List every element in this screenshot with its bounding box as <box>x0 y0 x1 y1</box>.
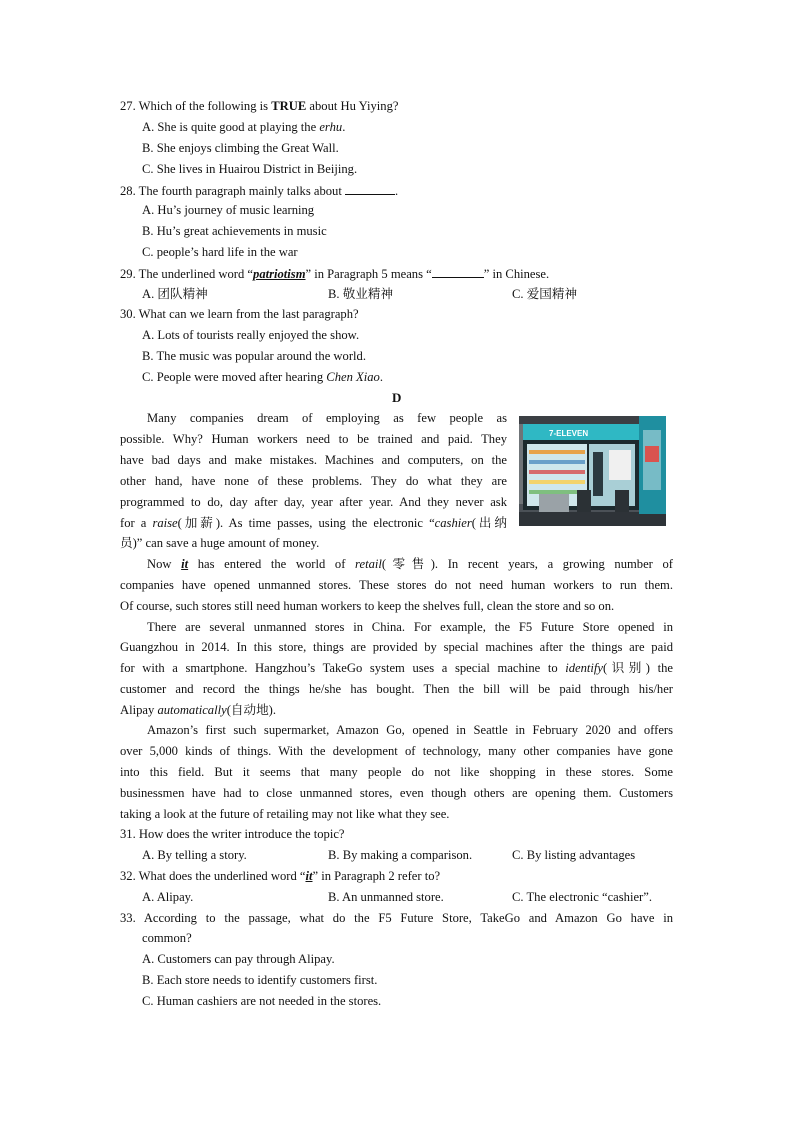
passage-p4-line3: into this field. But it seems that many people do not like shopping in these stores. Some <box>120 765 673 779</box>
q27-option-c[interactable]: C. She lives in Huairou District in Beijing. <box>142 162 358 176</box>
q28-option-b[interactable]: B. Hu’s great achievements in music <box>142 224 327 238</box>
q32-stem: 32. What does the underlined word “it” in Paragraph 2 refer to? <box>120 869 441 883</box>
passage-p1-line4: other hand, have none of these problems. They do what they are <box>120 474 507 488</box>
q31-option-a[interactable]: A. By telling a story. <box>142 848 247 862</box>
passage-p4-line5: taking a look at the future of retailing may not like what they see. <box>120 807 450 821</box>
q31-option-b[interactable]: B. By making a comparison. <box>328 848 473 862</box>
passage-p4-line4: businessmen have had to close unmanned stores, even though others are opening them. Customers <box>120 786 673 800</box>
q29-option-b[interactable]: B. 敬业精神 <box>328 287 394 301</box>
q33-option-c[interactable]: C. Human cashiers are not needed in the stores. <box>142 994 382 1008</box>
passage-p1-line2: possible. Why? Human workers need to be trained and paid. They <box>120 432 507 446</box>
passage-p3-line2: Guangzhou in 2014. In this store, things are provided by special machines after the things are paid <box>120 640 673 654</box>
passage-p3-line3: for with a smartphone. Hangzhou’s TakeGo system uses a special machine to identify(识别) the <box>120 661 673 675</box>
passage-p4-line2: over 5,000 kinds of things. With the development of technology, many other companies have gone <box>120 744 673 758</box>
q29-option-c[interactable]: C. 爱国精神 <box>512 287 578 301</box>
passage-p4-line1: Amazon’s first such supermarket, Amazon Go, opened in Seattle in February 2020 and offers <box>147 723 673 737</box>
q28-stem: 28. The fourth paragraph mainly talks about . <box>120 184 399 198</box>
q32-option-c[interactable]: C. The electronic “cashier”. <box>512 890 652 904</box>
q28-option-c[interactable]: C. people’s hard life in the war <box>142 245 298 259</box>
section-heading: D <box>392 390 402 405</box>
q27-option-a[interactable]: A. She is quite good at playing the erhu. <box>142 120 346 134</box>
passage-p3-line1: There are several unmanned stores in China. For example, the F5 Future Store opened in <box>147 620 673 634</box>
passage-p2-line3: Of course, such stores still need human workers to keep the shelves full, clean the store and so on. <box>120 599 615 613</box>
answer-blank <box>432 265 484 278</box>
store-photo <box>519 416 666 526</box>
q28-option-a[interactable]: A. Hu’s journey of music learning <box>142 203 315 217</box>
q27-option-b[interactable]: B. She enjoys climbing the Great Wall. <box>142 141 339 155</box>
q30-option-b[interactable]: B. The music was popular around the world. <box>142 349 366 363</box>
q33-option-a[interactable]: A. Customers can pay through Alipay. <box>142 952 335 966</box>
q30-stem: 30. What can we learn from the last paragraph? <box>120 307 359 321</box>
q33-stem-line1: 33. According to the passage, what do the F5 Future Store, TakeGo and Amazon Go have in <box>120 911 673 925</box>
passage-p1-line6: for a raise(加薪). As time passes, using the electronic “cashier(出纳 <box>120 516 507 530</box>
passage-p2-line1: Now it has entered the world of retail(零售). In recent years, a growing number of <box>147 557 673 571</box>
q32-option-b[interactable]: B. An unmanned store. <box>328 890 444 904</box>
passage-p1-line3: have bad days and make mistakes. Machines and computers, on the <box>120 453 507 467</box>
passage-p2-line2: companies have opened unmanned stores. These stores do not need human workers to run them. <box>120 578 673 592</box>
q27-stem: 27. Which of the following is TRUE about Hu Yiying? <box>120 99 399 113</box>
q30-option-c[interactable]: C. People were moved after hearing Chen Xiao. <box>142 370 383 384</box>
q29-stem: 29. The underlined word “patriotism” in Paragraph 5 means “ ” in Chinese. <box>120 267 550 281</box>
passage-p1-line7: 员)” can save a huge amount of money. <box>120 536 320 550</box>
passage-p1-line5: programmed to do, day after day, year after year. And they never ask <box>120 495 507 509</box>
passage-p3-line4: customer and record the things he/she has bought. Then the bill will be paid through his/her <box>120 682 673 696</box>
passage-p1-line1: Many companies dream of employing as few people as <box>147 411 507 425</box>
q31-stem: 31. How does the writer introduce the topic? <box>120 827 345 841</box>
q31-option-c[interactable]: C. By listing advantages <box>512 848 636 862</box>
answer-blank <box>345 182 395 195</box>
q32-option-a[interactable]: A. Alipay. <box>142 890 194 904</box>
q30-option-a[interactable]: A. Lots of tourists really enjoyed the show. <box>142 328 360 342</box>
store-sign: 7-ELEVEN <box>549 429 589 438</box>
passage-p3-line5: Alipay automatically(自动地). <box>120 703 277 717</box>
q33-option-b[interactable]: B. Each store needs to identify customers first. <box>142 973 378 987</box>
q29-option-a[interactable]: A. 团队精神 <box>142 287 208 301</box>
unmanned-store-image <box>519 416 666 526</box>
q33-stem-line2: common? <box>142 931 192 945</box>
